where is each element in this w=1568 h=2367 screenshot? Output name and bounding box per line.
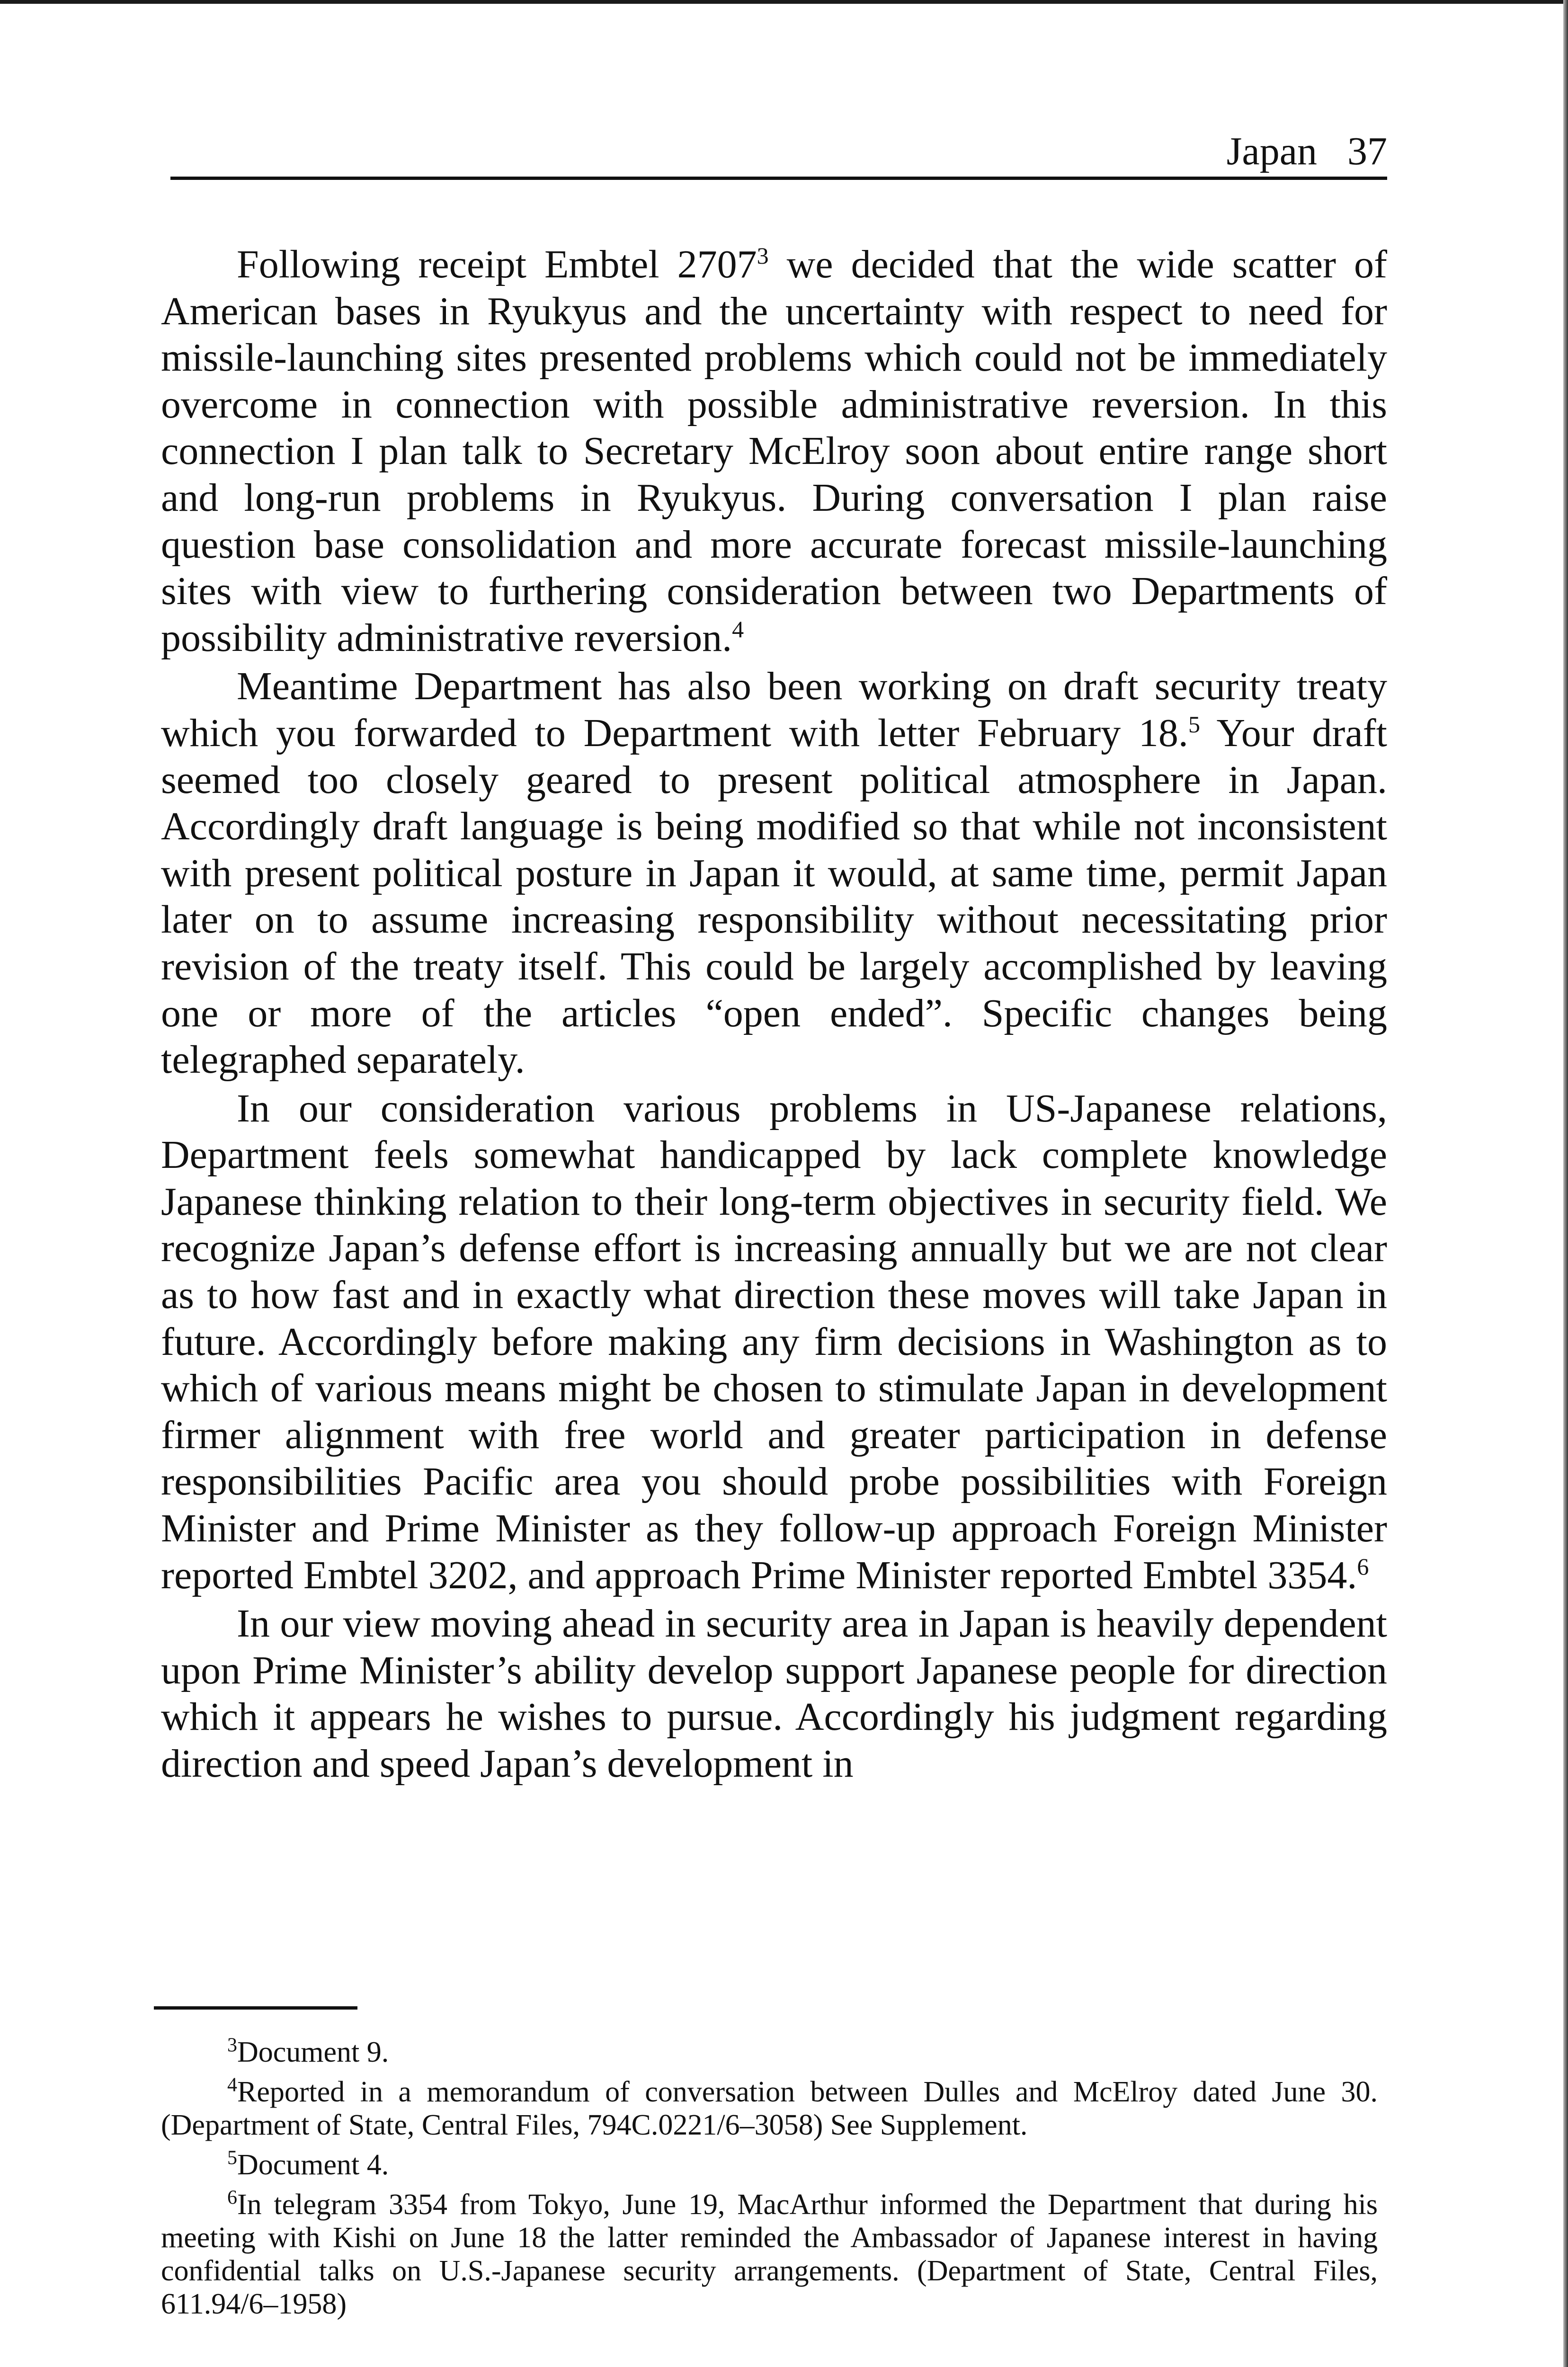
footnote-number: 6 [227,2187,237,2209]
footnote-text: Reported in a memorandum of conversation between Dulles and McElroy dated June 30. (Department of State, Central Files, 794C.0221/6–3058) See Supplement. [161,2076,1378,2141]
footnote-number: 5 [227,2147,237,2169]
running-head-rule [170,177,1387,180]
paragraph-text: In our consideration various problems in US-Japanese relations, Department feels somewhat handicapped by lack complete knowledge Japanese thinking relation to their long-term objectives in security field. We recognize Japan’s defense effort is increasing annually but we are not clear as to how fast and in exactly what direction these moves will take Japan in future. Accordingly before making any firm decisions in Washington as to which of various means might be chosen to stimulate Japan in development firmer alignment with free world and greater participation in defense responsibilities Pacific area you should probe possibilities with Foreign Minister and Prime Minister as they follow-up approach Foreign Minister reported Embtel 3202, and approach Prime Minister reported Embtel 3354. [161,1086,1387,1597]
paragraph-text: Your draft seemed too closely geared to present political atmosphere in Japan. Accordingly draft language is being modified so that while not inconsistent with present political posture in Japan it would, at same time, permit Japan later on to assume increasing responsibility without necessitating prior revision of the treaty itself. This could be largely accomplished by leaving one or more of the articles “open ended”. Specific changes being telegraphed separately. [161,711,1387,1082]
footnote-separator [154,2006,357,2010]
paragraph-3 [161,1086,1387,1599]
paragraph-1 [161,241,1387,661]
running-head [170,118,1387,180]
page-right-edge [1563,0,1568,2367]
footnote-text: Document 9. [237,2036,389,2068]
footnote-ref-3: 3 [757,242,769,269]
page-number: 37 [1347,129,1387,173]
footnote-text: In telegram 3354 from Tokyo, June 19, MacArthur informed the Department that during his meeting with Kishi on June 18 the latter reminded the Ambassador of Japanese interest in having confidential talks on U.S.-Japanese security arrangements. (Department of State, Central Files, 611.94/6–1958) [161,2189,1378,2320]
paragraph-text: In our view moving ahead in security area in Japan is heavily dependent upon Prime Minister’s ability develop support Japanese people for direction which it appears he wishes to pursue. Accordingly his judgment regarding direction and speed Japan’s development in [161,1602,1387,1786]
footnote-number: 4 [227,2074,237,2096]
body-text [161,241,1387,1788]
footnote-5 [161,2148,1378,2181]
footnote-4 [161,2075,1378,2142]
footnote-text: Document 4. [237,2149,389,2181]
footnote-6 [161,2188,1378,2321]
paragraph-4 [161,1601,1387,1787]
footnote-ref-5: 5 [1188,711,1200,738]
paragraph-text: we decided that the wide scatter of American bases in Ryukyus and the uncertainty with respect to need for missile-launching sites presented problems which could not be immediately overcome in connection with possible administrative reversion. In this connection I plan talk to Secretary McElroy soon about entire range short and long-run problems in Ryukyus. During conversation I plan raise question base consolidation and more accurate forecast missile-launching sites with view to furthering consideration between two Departments of possibility administrative reversion. [161,242,1388,660]
footnotes [161,2036,1378,2327]
paragraph-text: Meantime Department has also been working on draft security treaty which you forwarded to Department with letter February 18. [161,664,1387,755]
footnote-3 [161,2036,1378,2069]
footnote-number: 3 [227,2034,237,2056]
footnote-ref-6: 6 [1357,1553,1369,1580]
running-head-text [1226,129,1387,173]
page-top-edge [0,0,1568,4]
footnote-ref-4: 4 [732,615,744,642]
paragraph-text: Following receipt Embtel 2707 [237,242,757,286]
running-head-title: Japan [1226,129,1317,173]
paragraph-2 [161,663,1387,1083]
